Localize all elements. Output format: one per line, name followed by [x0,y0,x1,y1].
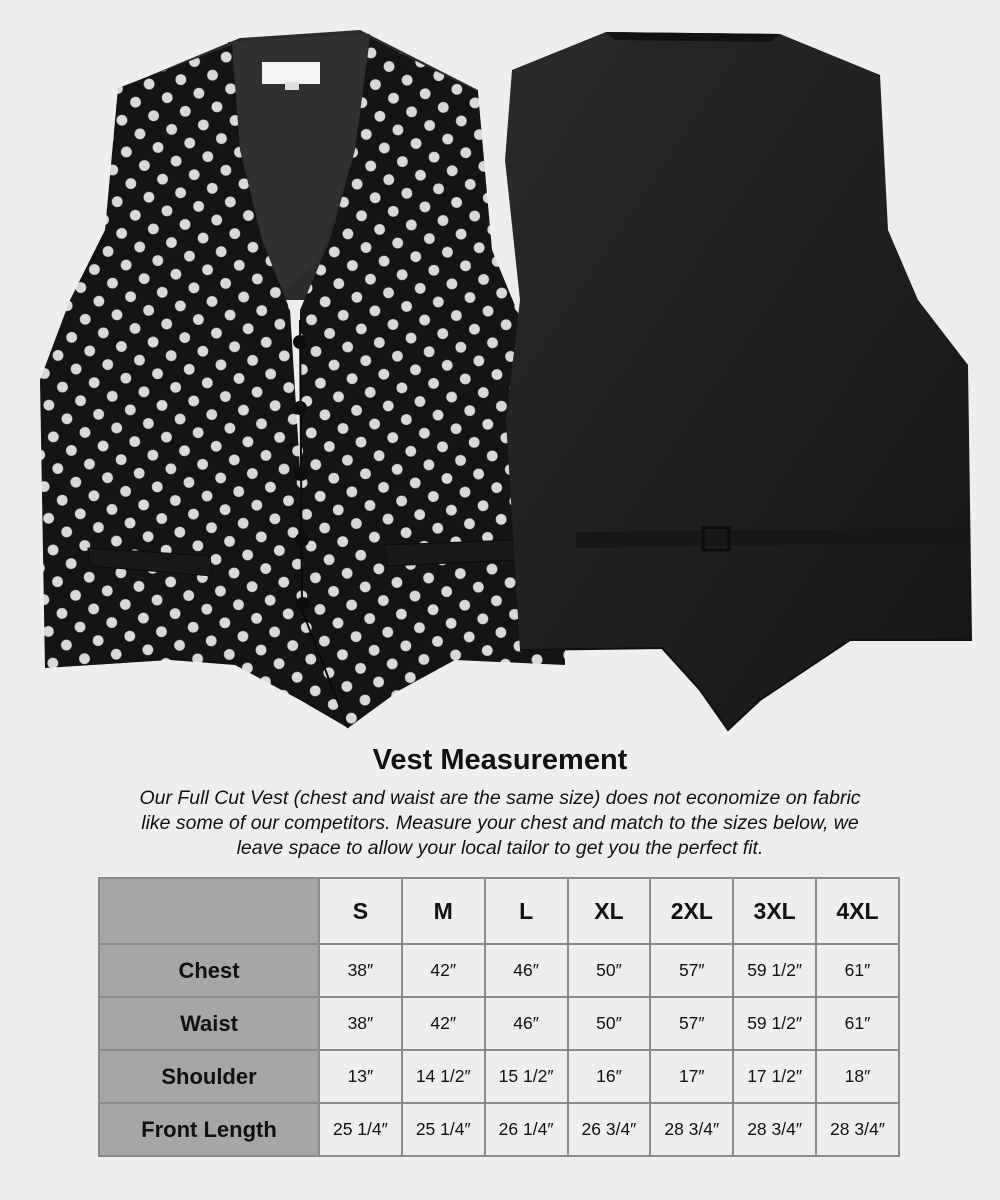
button-icon [293,335,307,349]
table-cell: 61″ [816,944,899,997]
size-header: S [319,878,402,944]
table-cell: 28 3/4″ [650,1103,733,1156]
row-label: Front Length [99,1103,319,1156]
table-cell: 16″ [568,1050,651,1103]
description-line: like some of our competitors. Measure your chest and match to the sizes below, we [141,812,859,834]
table-cell: 28 3/4″ [816,1103,899,1156]
table-cell: 61″ [816,997,899,1050]
size-header: 2XL [650,878,733,944]
button-icon [294,467,308,481]
size-header: 4XL [816,878,899,944]
vest-front-image [40,30,565,728]
table-cell: 42″ [402,997,485,1050]
table-cell: 14 1/2″ [402,1050,485,1103]
table-cell: 25 1/4″ [402,1103,485,1156]
table-cell: 59 1/2″ [733,944,816,997]
corner-cell [99,878,319,944]
vest-back-image [505,32,972,730]
table-cell: 15 1/2″ [485,1050,568,1103]
table-cell: 46″ [485,997,568,1050]
table-cell: 38″ [319,997,402,1050]
table-cell: 26 3/4″ [568,1103,651,1156]
table-cell: 17 1/2″ [733,1050,816,1103]
button-icon [293,401,307,415]
table-cell: 25 1/4″ [319,1103,402,1156]
button-icon [296,597,310,611]
size-header: M [402,878,485,944]
row-label: Chest [99,944,319,997]
vest-tag [262,62,320,84]
table-cell: 17″ [650,1050,733,1103]
table-row-shoulder [99,1050,899,1103]
size-header: 3XL [733,878,816,944]
description [40,786,960,861]
row-label: Shoulder [99,1050,319,1103]
table-row-waist [99,997,899,1050]
description-line: Our Full Cut Vest (chest and waist are the same size) does not economize on fabric [139,787,861,809]
table-cell: 13″ [319,1050,402,1103]
table-cell: 38″ [319,944,402,997]
row-label: Waist [99,997,319,1050]
description-line: leave space to allow your local tailor to get you the perfect fit. [236,837,764,859]
table-cell: 26 1/4″ [485,1103,568,1156]
table-cell: 50″ [568,997,651,1050]
size-header: L [485,878,568,944]
page-title: Vest Measurement [372,744,628,776]
button-icon [295,533,309,547]
size-header-row [99,878,899,944]
table-cell: 57″ [650,997,733,1050]
table-cell: 57″ [650,944,733,997]
table-cell: 42″ [402,944,485,997]
size-chart-table [98,877,900,1157]
table-cell: 18″ [816,1050,899,1103]
table-cell: 59 1/2″ [733,997,816,1050]
table-cell: 50″ [568,944,651,997]
table-cell: 46″ [485,944,568,997]
size-header: XL [568,878,651,944]
table-cell: 28 3/4″ [733,1103,816,1156]
table-row-front-length [99,1103,899,1156]
table-row-chest [99,944,899,997]
